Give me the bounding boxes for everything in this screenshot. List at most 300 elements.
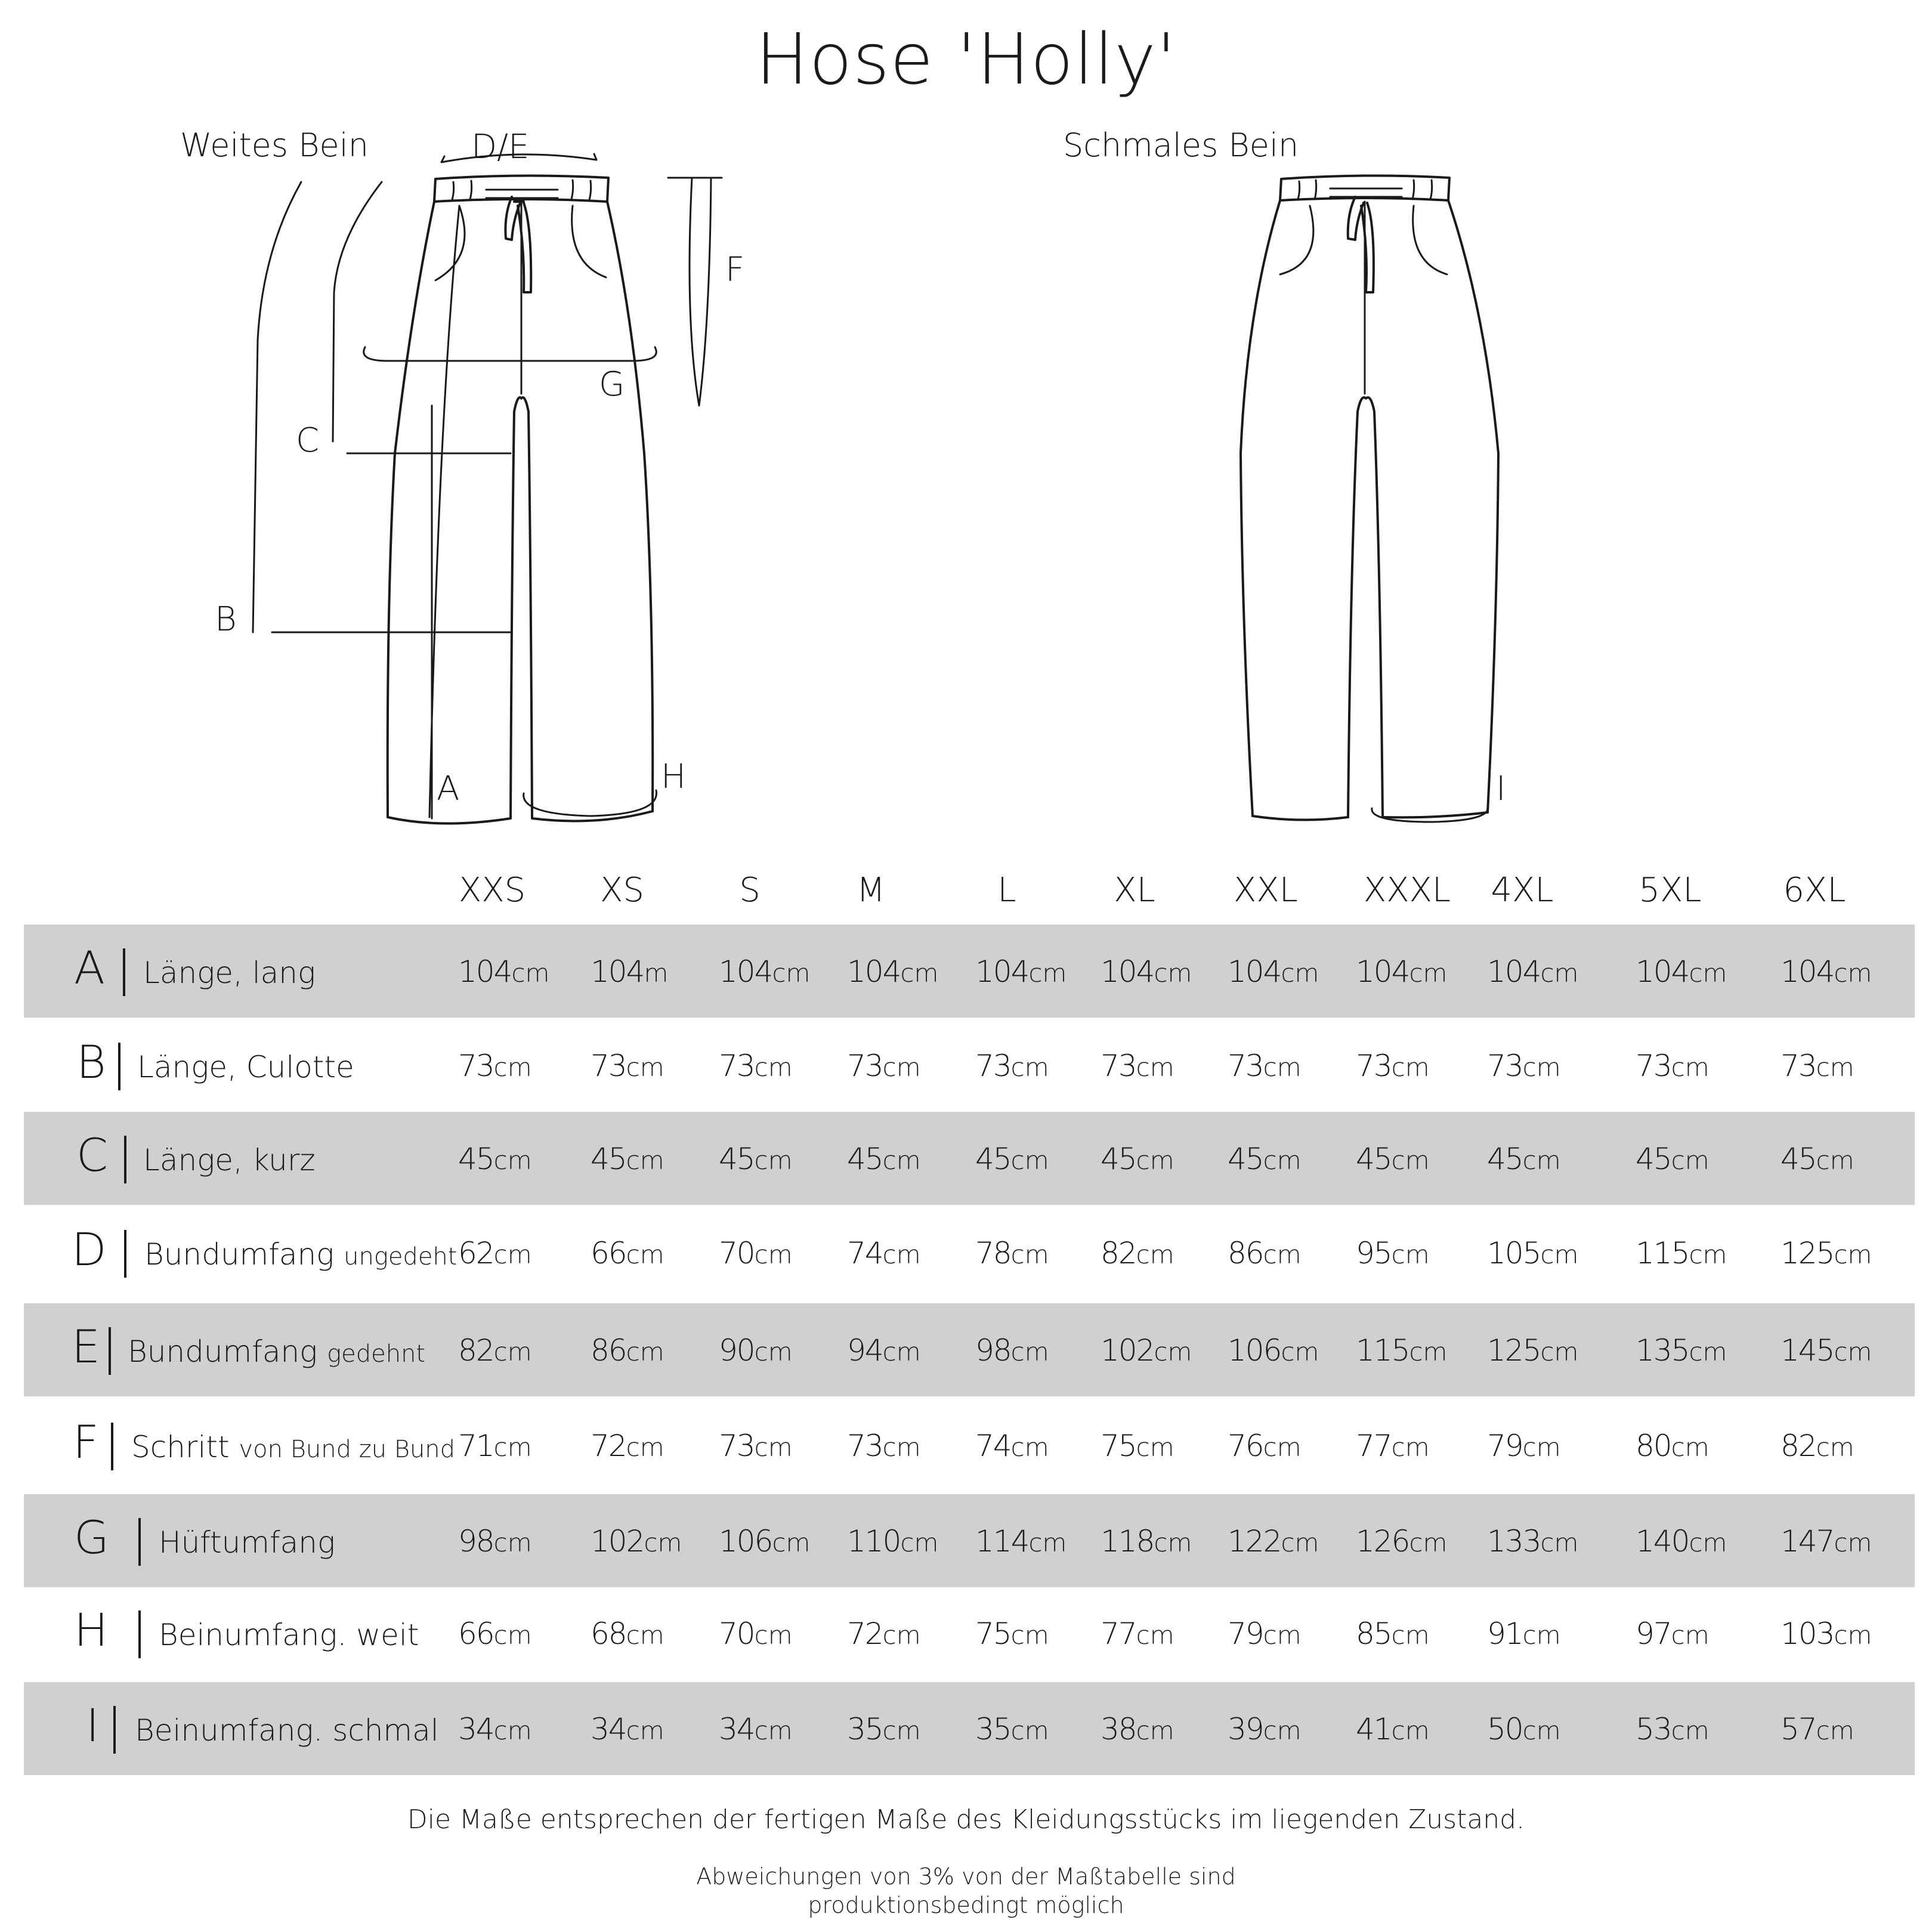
table-cell xyxy=(847,1429,921,1463)
cell-value: 97 xyxy=(1636,1616,1671,1651)
cell-unit: cm xyxy=(1263,1716,1302,1745)
cell-unit: cm xyxy=(754,1146,793,1175)
table-cell xyxy=(1356,1616,1430,1651)
cell-value: 53 xyxy=(1636,1712,1671,1746)
cell-unit: cm xyxy=(1522,1621,1561,1650)
cell-value: 106 xyxy=(1228,1333,1281,1368)
table-row xyxy=(24,1112,1915,1205)
table-cell xyxy=(1356,954,1447,989)
row-letter: D xyxy=(72,1223,107,1276)
cell-value: 82 xyxy=(458,1333,494,1368)
size-header-l: L xyxy=(997,871,1016,910)
table-cell xyxy=(1487,954,1578,989)
table-cell xyxy=(847,1333,921,1368)
cell-unit: cm xyxy=(1671,1716,1710,1745)
cell-unit: cm xyxy=(1834,1337,1872,1367)
dim-h-arc xyxy=(524,790,657,816)
cell-value: 82 xyxy=(1101,1236,1136,1271)
row-label xyxy=(144,1237,457,1272)
table-cell xyxy=(1101,1524,1192,1559)
table-cell xyxy=(458,954,549,989)
table-cell xyxy=(1101,1049,1174,1083)
table-cell xyxy=(847,1616,921,1651)
table-cell xyxy=(975,1236,1049,1271)
cell-unit: cm xyxy=(1671,1146,1710,1175)
cell-unit: cm xyxy=(1154,959,1192,988)
size-header-4xl: 4XL xyxy=(1491,871,1554,910)
cell-unit: cm xyxy=(1154,1337,1192,1367)
table-cell xyxy=(1636,1236,1727,1271)
size-header-xl: XL xyxy=(1114,871,1155,910)
cell-value: 74 xyxy=(975,1429,1011,1463)
table-cell xyxy=(1487,1712,1561,1746)
table-cell xyxy=(458,1524,532,1559)
table-cell xyxy=(458,1333,532,1368)
row-label-main: Länge, kurz xyxy=(143,1143,316,1177)
cell-unit: cm xyxy=(1136,1240,1174,1269)
row-label-main: Länge, Culotte xyxy=(137,1050,354,1084)
dim-i-label: I xyxy=(1496,769,1506,808)
cell-value: 86 xyxy=(591,1333,626,1368)
cell-value: 94 xyxy=(847,1333,883,1368)
cell-value: 45 xyxy=(847,1142,883,1176)
cell-value: 50 xyxy=(1487,1712,1523,1746)
cell-value: 104 xyxy=(1228,954,1281,989)
table-cell xyxy=(1487,1236,1578,1271)
table-cell xyxy=(1487,1049,1561,1083)
cell-unit: cm xyxy=(626,1337,664,1367)
cell-value: 38 xyxy=(1101,1712,1136,1746)
cell-unit: cm xyxy=(1522,1053,1561,1082)
cell-unit: cm xyxy=(1540,959,1579,988)
cell-unit: cm xyxy=(1689,1528,1727,1557)
table-cell xyxy=(975,1712,1049,1746)
row-label xyxy=(135,1713,439,1748)
cell-value: 85 xyxy=(1356,1616,1392,1651)
cell-value: 104 xyxy=(1356,954,1409,989)
table-cell xyxy=(591,1524,682,1559)
cell-value: 45 xyxy=(458,1142,494,1176)
narrow-leg-trouser-illustration xyxy=(1241,175,1498,820)
cell-value: 76 xyxy=(1228,1429,1263,1463)
cell-unit: cm xyxy=(1671,1433,1710,1462)
cell-unit: cm xyxy=(1136,1433,1174,1462)
cell-value: 104 xyxy=(458,954,512,989)
cell-value: 62 xyxy=(458,1236,494,1271)
cell-value: 41 xyxy=(1356,1712,1392,1746)
cell-unit: cm xyxy=(1010,1337,1049,1367)
table-cell xyxy=(458,1712,532,1746)
table-cell xyxy=(975,1616,1049,1651)
cell-unit: cm xyxy=(493,1528,532,1557)
size-header-xxxl: XXXL xyxy=(1363,871,1451,910)
cell-unit: cm xyxy=(493,1337,532,1367)
table-cell xyxy=(1780,1236,1872,1271)
cell-unit: cm xyxy=(882,1146,921,1175)
table-cell xyxy=(1636,1524,1727,1559)
cell-unit: cm xyxy=(626,1053,664,1082)
table-cell xyxy=(1228,1616,1302,1651)
cell-unit: cm xyxy=(1391,1146,1430,1175)
cell-unit: cm xyxy=(1816,1716,1854,1745)
cell-value: 34 xyxy=(719,1712,755,1746)
cell-value: 73 xyxy=(1780,1049,1816,1083)
cell-unit: cm xyxy=(1010,1716,1049,1745)
table-cell xyxy=(458,1236,532,1271)
cell-value: 102 xyxy=(591,1524,644,1559)
row-label xyxy=(159,1618,419,1652)
row-separator xyxy=(113,1706,116,1754)
cell-unit: cm xyxy=(1409,1528,1448,1557)
cell-unit: cm xyxy=(626,1240,664,1269)
cell-unit: cm xyxy=(882,1337,921,1367)
table-cell xyxy=(591,1429,664,1463)
cell-value: 104 xyxy=(1780,954,1834,989)
dim-c-label: C xyxy=(296,421,320,460)
table-cell xyxy=(719,1712,793,1746)
cell-value: 114 xyxy=(975,1524,1029,1559)
cell-value: 70 xyxy=(719,1236,755,1271)
cell-unit: cm xyxy=(1409,1337,1448,1367)
cell-value: 45 xyxy=(1487,1142,1523,1176)
cell-unit: cm xyxy=(1689,959,1727,988)
size-header-xs: XS xyxy=(600,871,644,910)
table-cell xyxy=(1636,954,1727,989)
cell-value: 110 xyxy=(847,1524,901,1559)
cell-value: 122 xyxy=(1228,1524,1281,1559)
dim-b-line xyxy=(253,182,511,632)
page-title: Hose 'Holly' xyxy=(755,18,1177,100)
cell-value: 133 xyxy=(1487,1524,1541,1559)
cell-value: 73 xyxy=(1101,1049,1136,1083)
cell-value: 106 xyxy=(719,1524,772,1559)
cell-unit: cm xyxy=(1028,1528,1067,1557)
table-cell xyxy=(719,954,810,989)
cell-value: 82 xyxy=(1780,1429,1816,1463)
cell-unit: cm xyxy=(1540,1528,1579,1557)
cell-unit: cm xyxy=(644,1528,682,1557)
dim-c-line xyxy=(333,182,511,453)
cell-value: 104 xyxy=(1636,954,1689,989)
table-cell xyxy=(591,1142,664,1176)
cell-value: 73 xyxy=(847,1429,883,1463)
wide-leg-trouser-illustration xyxy=(388,175,653,823)
table-cell xyxy=(975,1333,1049,1368)
dim-f-label: F xyxy=(725,251,745,289)
table-cell xyxy=(1636,1429,1710,1463)
cell-unit: cm xyxy=(1834,1528,1872,1557)
cell-unit: cm xyxy=(626,1621,664,1650)
table-cell xyxy=(1101,1712,1174,1746)
cell-unit: cm xyxy=(1263,1621,1302,1650)
row-separator xyxy=(109,1327,111,1375)
cell-value: 79 xyxy=(1487,1429,1523,1463)
dim-b-label: B xyxy=(215,600,237,639)
cell-unit: cm xyxy=(754,1240,793,1269)
row-separator xyxy=(138,1518,141,1566)
row-label-main: Hüftumfang xyxy=(159,1525,335,1560)
cell-unit: cm xyxy=(1522,1146,1561,1175)
cell-unit: cm xyxy=(754,1621,793,1650)
cell-value: 70 xyxy=(719,1616,755,1651)
cell-value: 74 xyxy=(847,1236,883,1271)
table-cell xyxy=(1356,1524,1447,1559)
table-cell xyxy=(591,954,668,989)
size-header-row xyxy=(0,871,1932,919)
row-label-main: Länge, lang xyxy=(143,956,316,990)
tolerance-note-line2: produktionsbedingt möglich xyxy=(808,1892,1124,1918)
cell-unit: cm xyxy=(900,959,939,988)
table-cell xyxy=(1780,1616,1872,1651)
cell-value: 45 xyxy=(1356,1142,1392,1176)
cell-value: 86 xyxy=(1228,1236,1263,1271)
cell-value: 75 xyxy=(1101,1429,1136,1463)
trouser-drawings xyxy=(0,0,1932,847)
table-cell xyxy=(847,1049,921,1083)
table-cell xyxy=(1356,1236,1430,1271)
row-letter: C xyxy=(76,1129,109,1182)
cell-value: 45 xyxy=(591,1142,626,1176)
cell-value: 135 xyxy=(1636,1333,1689,1368)
table-cell xyxy=(1228,1049,1302,1083)
table-cell xyxy=(1356,1333,1447,1368)
table-cell xyxy=(1228,1236,1302,1271)
table-cell xyxy=(1356,1429,1430,1463)
cell-unit: cm xyxy=(772,1528,811,1557)
tolerance-note-line1: Abweichungen von 3% von der Maßtabelle sind xyxy=(696,1863,1236,1890)
table-cell xyxy=(591,1049,664,1083)
table-cell xyxy=(1780,1333,1872,1368)
table-cell xyxy=(975,1142,1049,1176)
table-cell xyxy=(1487,1524,1578,1559)
cell-value: 73 xyxy=(847,1049,883,1083)
table-cell xyxy=(975,1049,1049,1083)
cell-value: 98 xyxy=(458,1524,494,1559)
cell-unit: cm xyxy=(1816,1433,1854,1462)
cell-value: 78 xyxy=(975,1236,1011,1271)
row-label-qualifier: gedehnt xyxy=(327,1340,426,1368)
row-label xyxy=(143,956,316,990)
cell-value: 77 xyxy=(1101,1616,1136,1651)
cell-unit: cm xyxy=(1689,1240,1727,1269)
cell-unit: cm xyxy=(1834,1240,1872,1269)
size-header-5xl: 5XL xyxy=(1639,871,1702,910)
cell-value: 125 xyxy=(1780,1236,1834,1271)
cell-unit: cm xyxy=(1263,1433,1302,1462)
row-letter: B xyxy=(76,1035,106,1089)
cell-value: 45 xyxy=(719,1142,755,1176)
cell-unit: cm xyxy=(1391,1240,1430,1269)
cell-value: 73 xyxy=(719,1429,755,1463)
table-cell xyxy=(1101,954,1192,989)
cell-value: 104 xyxy=(719,954,772,989)
row-label xyxy=(131,1430,455,1464)
cell-unit: cm xyxy=(882,1433,921,1462)
cell-unit: cm xyxy=(1522,1433,1561,1462)
table-cell xyxy=(1101,1429,1174,1463)
cell-unit: cm xyxy=(1391,1716,1430,1745)
cell-unit: cm xyxy=(1391,1621,1430,1650)
table-cell xyxy=(1101,1616,1174,1651)
cell-unit: cm xyxy=(1136,1053,1174,1082)
row-label-main: Bundumfang xyxy=(144,1237,335,1272)
row-label-qualifier: von Bund zu Bund xyxy=(239,1436,456,1463)
row-separator xyxy=(123,948,125,996)
table-cell xyxy=(1780,1049,1854,1083)
cell-value: 75 xyxy=(975,1616,1011,1651)
cell-unit: cm xyxy=(882,1716,921,1745)
table-cell xyxy=(1228,1142,1302,1176)
narrow-leg-label: Schmales Bein xyxy=(1063,126,1299,164)
cell-unit: cm xyxy=(1136,1146,1174,1175)
row-label xyxy=(143,1143,316,1177)
cell-value: 115 xyxy=(1356,1333,1409,1368)
cell-unit: cm xyxy=(493,1433,532,1462)
cell-unit: cm xyxy=(493,1621,532,1650)
row-letter: H xyxy=(74,1603,109,1656)
cell-unit: cm xyxy=(1671,1053,1710,1082)
cell-unit: cm xyxy=(626,1146,664,1175)
cell-value: 72 xyxy=(591,1429,626,1463)
cell-value: 34 xyxy=(591,1712,626,1746)
cell-unit: cm xyxy=(900,1528,939,1557)
cell-unit: cm xyxy=(882,1621,921,1650)
cell-value: 57 xyxy=(1780,1712,1816,1746)
cell-unit: cm xyxy=(1136,1621,1174,1650)
cell-unit: cm xyxy=(1671,1621,1710,1650)
cell-value: 147 xyxy=(1780,1524,1834,1559)
cell-value: 104 xyxy=(591,954,644,989)
row-label-main: Bundumfang xyxy=(128,1334,318,1369)
dim-a-label: A xyxy=(437,769,460,808)
table-cell xyxy=(847,1142,921,1176)
cell-value: 79 xyxy=(1228,1616,1263,1651)
dim-f-line xyxy=(668,178,722,406)
cell-value: 35 xyxy=(847,1712,883,1746)
cell-unit: cm xyxy=(1010,1621,1049,1650)
cell-value: 45 xyxy=(1636,1142,1671,1176)
row-letter: F xyxy=(73,1415,99,1469)
tolerance-note xyxy=(0,1862,1932,1919)
cell-value: 73 xyxy=(1228,1049,1263,1083)
row-letter: I xyxy=(86,1699,100,1752)
table-cell xyxy=(458,1142,532,1176)
cell-unit: cm xyxy=(1154,1528,1192,1557)
cell-unit: cm xyxy=(754,1053,793,1082)
cell-unit: cm xyxy=(1816,1146,1854,1175)
cell-unit: cm xyxy=(1136,1716,1174,1745)
table-row xyxy=(24,1206,1915,1299)
cell-unit: cm xyxy=(1834,1621,1872,1650)
table-row xyxy=(24,925,1915,1018)
cell-unit: cm xyxy=(1409,959,1448,988)
table-cell xyxy=(1356,1142,1430,1176)
table-cell xyxy=(975,954,1067,989)
table-cell xyxy=(975,1524,1067,1559)
table-cell xyxy=(1101,1142,1174,1176)
table-cell xyxy=(719,1049,793,1083)
table-cell xyxy=(458,1429,532,1463)
cell-value: 102 xyxy=(1101,1333,1154,1368)
wide-leg-label: Weites Bein xyxy=(180,126,369,164)
cell-unit: m xyxy=(644,959,669,988)
cell-unit: cm xyxy=(754,1433,793,1462)
table-cell xyxy=(975,1429,1049,1463)
cell-unit: cm xyxy=(1540,1337,1579,1367)
cell-unit: cm xyxy=(626,1716,664,1745)
table-cell xyxy=(591,1236,664,1271)
cell-value: 98 xyxy=(975,1333,1011,1368)
row-label-main: Schritt xyxy=(131,1430,230,1464)
table-cell xyxy=(591,1616,664,1651)
cell-value: 103 xyxy=(1780,1616,1834,1651)
table-cell xyxy=(1228,1712,1302,1746)
cell-unit: cm xyxy=(754,1716,793,1745)
row-label-main: Beinumfang. schmal xyxy=(135,1713,439,1748)
size-header-m: M xyxy=(856,871,886,910)
table-cell xyxy=(1487,1142,1561,1176)
table-cell xyxy=(719,1236,793,1271)
table-cell xyxy=(719,1142,793,1176)
cell-unit: cm xyxy=(1834,959,1872,988)
cell-unit: cm xyxy=(511,959,550,988)
cell-value: 104 xyxy=(1101,954,1154,989)
row-separator xyxy=(111,1423,113,1470)
table-cell xyxy=(847,1524,938,1559)
cell-unit: cm xyxy=(626,1433,664,1462)
table-cell xyxy=(1636,1333,1727,1368)
cell-value: 45 xyxy=(975,1142,1011,1176)
row-separator xyxy=(138,1610,141,1658)
table-cell xyxy=(719,1429,793,1463)
cell-value: 73 xyxy=(458,1049,494,1083)
cell-unit: cm xyxy=(1540,1240,1579,1269)
row-separator xyxy=(118,1043,120,1090)
table-cell xyxy=(847,1236,921,1271)
cell-value: 45 xyxy=(1228,1142,1263,1176)
cell-value: 66 xyxy=(591,1236,626,1271)
table-cell xyxy=(1780,1429,1854,1463)
row-separator xyxy=(124,1136,126,1183)
table-cell xyxy=(1487,1333,1578,1368)
dim-h-label: H xyxy=(661,758,687,796)
table-cell xyxy=(458,1616,532,1651)
cell-value: 34 xyxy=(458,1712,494,1746)
table-cell xyxy=(1228,1524,1319,1559)
cell-unit: cm xyxy=(882,1240,921,1269)
table-cell xyxy=(1636,1142,1710,1176)
cell-value: 73 xyxy=(1356,1049,1392,1083)
cell-value: 104 xyxy=(1487,954,1541,989)
dim-de-label: D/E xyxy=(471,128,530,166)
table-cell xyxy=(1780,954,1872,989)
row-letter: G xyxy=(74,1511,109,1564)
cell-value: 39 xyxy=(1228,1712,1263,1746)
cell-value: 77 xyxy=(1356,1429,1392,1463)
cell-value: 68 xyxy=(591,1616,626,1651)
cell-unit: cm xyxy=(1010,1146,1049,1175)
row-letter: A xyxy=(74,941,105,994)
cell-value: 115 xyxy=(1636,1236,1689,1271)
cell-value: 73 xyxy=(975,1049,1011,1083)
cell-value: 95 xyxy=(1356,1236,1392,1271)
table-cell xyxy=(591,1333,664,1368)
table-row xyxy=(24,1019,1915,1112)
table-cell xyxy=(1228,1333,1319,1368)
table-cell xyxy=(847,954,938,989)
cell-unit: cm xyxy=(1263,1146,1302,1175)
cell-unit: cm xyxy=(1281,1528,1319,1557)
